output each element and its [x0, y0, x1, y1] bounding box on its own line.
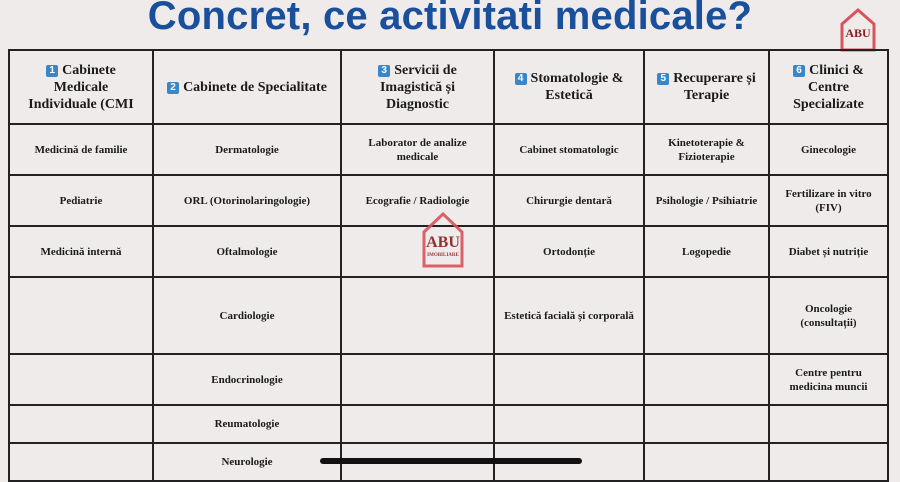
table-cell: [769, 405, 888, 443]
table-cell: [644, 277, 769, 354]
table-cell: [769, 443, 888, 481]
number-6-icon: 6: [793, 65, 805, 77]
table-cell: Diabet și nutriție: [769, 226, 888, 277]
table-cell: Estetică facială și corporală: [494, 277, 644, 354]
table-cell: [341, 405, 494, 443]
table-cell: Laborator de analize medicale: [341, 124, 494, 175]
table-cell: [494, 405, 644, 443]
table-cell: Ecografie / Radiologie: [341, 175, 494, 226]
table-row: [9, 124, 888, 175]
table-cell: [494, 354, 644, 405]
table-cell: [341, 277, 494, 354]
table-cell: Kinetoterapie & Fizioterapie: [644, 124, 769, 175]
table-cell: Logopedie: [644, 226, 769, 277]
column-header-cmi: 1 Cabinete Medicale Individuale (CMI: [9, 50, 153, 124]
number-1-icon: 1: [46, 65, 58, 77]
table-cell: Psihologie / Psihiatrie: [644, 175, 769, 226]
column-header-clinici: 6 Clinici & Centre Specializate: [769, 50, 888, 124]
table-cell: ORL (Otorinolaringologie): [153, 175, 341, 226]
table-cell: Dermatologie: [153, 124, 341, 175]
home-indicator[interactable]: [320, 458, 582, 464]
table-row: [9, 405, 888, 443]
table-cell: Endocrinologie: [153, 354, 341, 405]
table-cell: Centre pentru medicina muncii: [769, 354, 888, 405]
table-cell: [9, 443, 153, 481]
column-header-specialitate: 2 Cabinete de Specialitate: [153, 50, 341, 124]
table-cell: Ginecologie: [769, 124, 888, 175]
column-header-stomatologie: 4 Stomatologie & Estetică: [494, 50, 644, 124]
table-cell: Ortodonție: [494, 226, 644, 277]
number-2-icon: 2: [167, 82, 179, 94]
table-cell: Fertilizare in vitro (FIV): [769, 175, 888, 226]
page-title: Concret, ce activitati medicale?: [147, 0, 753, 38]
table-cell: [9, 405, 153, 443]
column-header-imagistica: 3 Servicii de Imagistică și Diagnostic: [341, 50, 494, 124]
table-cell: [9, 354, 153, 405]
table-cell: Medicină de familie: [9, 124, 153, 175]
table-cell: [9, 277, 153, 354]
table-cell: Reumatologie: [153, 405, 341, 443]
header-row: [9, 50, 888, 124]
table-row: [9, 354, 888, 405]
table-cell: Cardiologie: [153, 277, 341, 354]
column-header-recuperare: 5 Recuperare și Terapie: [644, 50, 769, 124]
table-cell: Chirurgie dentară: [494, 175, 644, 226]
table-row: [9, 277, 888, 354]
number-3-icon: 3: [378, 65, 390, 77]
table-cell: [341, 354, 494, 405]
table-cell: [644, 405, 769, 443]
table-cell: [644, 354, 769, 405]
table-cell: Cabinet stomatologic: [494, 124, 644, 175]
table-cell: Neurologie: [153, 443, 341, 481]
abu-logo: ABU: [836, 4, 880, 52]
number-4-icon: 4: [515, 73, 527, 85]
table-cell: Pediatrie: [9, 175, 153, 226]
table-cell: [644, 443, 769, 481]
table-cell: Oncologie (consultații): [769, 277, 888, 354]
number-5-icon: 5: [657, 73, 669, 85]
table-cell: Oftalmologie: [153, 226, 341, 277]
table-cell: Medicină internă: [9, 226, 153, 277]
abu-watermark: ABU IMOBILIARE: [418, 208, 468, 278]
